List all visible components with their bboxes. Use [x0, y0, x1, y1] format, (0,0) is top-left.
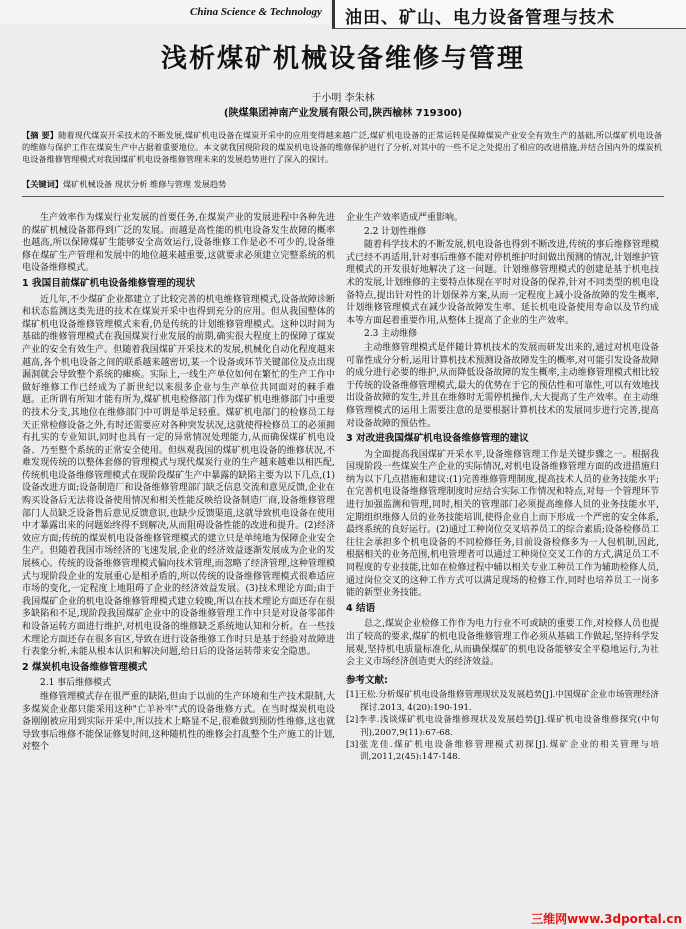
- keywords-text: 煤矿机械设备 现状分析 维修与管理 发展趋势: [62, 179, 227, 189]
- intro-paragraph: 生产效率作为煤炭行业发展的首要任务,在煤炭产业的发展进程中各种先进的煤矿机械设备都得到广泛的发展。而越是高性能的机电设备发生故障的概率也越高,所以保障煤矿生能够安全高效运行,设备维修工作是必不可少的,设备维修在煤矿生产管理和发展中的地位越来越重要,这就要求必须建立完整系统的机电设备维修模式。: [22, 213, 335, 274]
- abstract-text: 随着现代煤炭开采技术的不断发展,煤矿机电设备在煤炭开采中的应用变得越来越广泛,煤矿机电设备的正常运转是保障煤炭产业安全有效生产的基础,所以煤矿机电设备的维修与保护工作在煤炭生产中占据着重要地位。本文就我国现阶段的煤炭机电设备的维修保护进行了分析,对其中的一些不足之处提出了相应的改进措施,并结合国内外的煤炭机电设备维修管理模式对我国煤矿机电设备维修管理未来的发展趋势进行了深入的探讨。: [22, 130, 663, 165]
- section-title: 油田、矿山、电力设备管理与技术: [345, 8, 615, 28]
- section-1-heading: 1 我国目前煤矿机电设备维修管理的现状: [22, 277, 196, 289]
- keywords-label: 【关键词】: [22, 179, 63, 189]
- body-column-right: [346, 212, 659, 764]
- section-4-heading: 4 结语: [346, 602, 376, 614]
- section-2-3-paragraph: 主动维修管理模式是伴随计算机技术的发展而研发出来的,通过对机电设备可靠性成分分析,运用计算机技术预测设备故障发生的概率,对可能引发设备故障的成分进行必要的维护,从而降低设备故障的发生概率,主动维修管理模式相比较于传统的设备维修管理模式,最大的优势在于它的预估性和可靠性,可以有效地找出设备故障的发生,并且在维修时无需停机操作,大大提高了生产效率。在主动维修管理模式的运用上需要注意的是要根据计算机技术的发展同步进行完善,提高对设备故障的预估性。: [346, 342, 659, 429]
- article-title: 浅析煤矿机械设备维修与管理: [160, 44, 525, 74]
- reference-item: [2]李孝.浅谈煤矿机电设备维修现状及发展趋势[J].煤矿机电设备维修探究(中旬刊),2007,9(11):67-68.: [346, 715, 659, 738]
- section-2-1-paragraph: 维修管理模式存在很严重的缺陷,但由于以前的生产环境和生产技术限制,大多煤炭企业都只能采用这种"亡羊补牢"式的设备维修方式。在当时煤炭机电设备刚刚被应用到实际开采中,所以技术上略显不足,很难做到预防性维修,这也就导致事后维修不能保证修复时间,这种随机性的维修会打乱整个生产施工的计划,对整个: [22, 691, 335, 753]
- keywords: [22, 178, 662, 190]
- abstract: [22, 129, 662, 166]
- section-3-paragraph: 为全面提高我国煤矿开采水平,设备维修管理工作是关键步骤之一。根据我国现阶段一些煤炭生产企业的实际情况,对机电设备维修管理方面的改进措施归纳为以下几点措施和建议:(1)完善维修管理制度,提高技术人员的业务技能水平;在完善机电设备维修管理制度时应结合实际工作情况和特点,对每一个管理环节进行加强监测和管理,同时,相关的管理部门必须提高维修人员的业务技能水平,定期组织维修人员的业务技能培训,使得企业自上而下形成一个严密的安全体系,最终系统的良好运行。(2)通过工种岗位交叉培养员工的综合素质;设备检修员工往往会承担多个机电设备的不同检修任务,目前设备检修多为一人包机制,因此,根据相关的业务范围,机电管理者可以通过工种岗位交叉工作的方式,满足员工不同程度的专业技能,比如在检修过程中辅以相关专业工种员工作为辅助检修人员,通过岗位交叉的这种工作方式可以满足现场的检修工作,同时也培养员工一岗多能的新型业务技能。: [346, 449, 659, 599]
- section-2-2-heading: 2.2 计划性维修: [364, 226, 427, 237]
- abstract-label: 【摘 要】: [22, 130, 59, 140]
- reference-item: [1]王松.分析煤矿机电设备维修管理现状及发展趋势[J].中国煤矿企业市场管理经济探讨.2013, 4(20):190-191.: [346, 690, 659, 713]
- section-3-heading: 3 对改进我国煤矿机电设备维修管理的建议: [346, 433, 529, 445]
- section-2-1-heading: 2.1 事后维修模式: [40, 678, 112, 689]
- header-divider: [22, 196, 664, 197]
- section-2-2-paragraph: 随着科学技术的不断发展,机电设备也得到不断改进,传统的事后维修管理模式已经不再适用,针对事后维修不能对停机维护时间做出预测的情况,计划维护管理模式的开发很好地解决了这一问题。计划维修管理模式的创建是基于机电技术的发展,计划维修的主要特点体现在平时对设备的保养,针对不同类型的机电设备特点,提出针对性的计划保养方案,从而一定程度上减小设备故障的发生概率,计划维修管理模式在减少设备故障发生率、延长机电设备使用寿命以及节约成本等方面起着重要作用,从整体上提高了企业的生产效率。: [346, 240, 659, 326]
- section-2-1-continuation: 企业生产效率造成严重影响。: [346, 213, 464, 223]
- article-authors: 于小明 李朱林: [311, 93, 375, 104]
- section-4-paragraph: 总之,煤炭企业检修工作作为电力行业不可或缺的重要工作,对检修人员也提出了较高的要求,煤矿的机电设备维修管理工作必须从基础工作做起,坚持科学发展观,坚持机电质量标准化,从而确保煤矿的机电设备能够安全平稳地运行,为社会主义市场经济创造更大的经济效益。: [346, 619, 659, 668]
- journal-name: China Science & Technology: [190, 6, 322, 18]
- reference-item: [3]张龙佳.煤矿机电设备维修管理模式初探[J].煤矿企业的相关管理与培训,2011,2(45):147-148.: [346, 740, 659, 763]
- references-heading: 参考文献:: [346, 674, 388, 686]
- section-2-3-heading: 2.3 主动维修: [364, 329, 418, 340]
- section-2-heading: 2 煤炭机电设备维修管理模式: [22, 661, 148, 673]
- article-affiliation: (陕煤集团神南产业发展有限公司,陕西榆林 719300): [223, 108, 463, 119]
- watermark: 三维网www.3dportal.cn: [531, 912, 682, 926]
- body-column-left: [22, 212, 335, 754]
- section-1-paragraph: 近几年,不少煤矿企业都建立了比较完善的机电维修管理模式,设备故障诊断和状态监测这类先进的技术在煤炭开采中也得到充分的应用。但从我国整体的煤矿机电设备维修管理模式来看,仍是传统的计划维修管理模式。这种以时间为基础的维修管理模式在我国煤炭行业发展的前期,确实很大程度上的保障了煤炭产业的安全有效生产。但随着我国煤矿开采技术的发展,机械化自动化程度越来越高,各个机电设备之间的联系越来越密切,某一个设备或环节关键部位及点出现漏洞就会导致整个系统的瘫痪。实际上,一线生产单位如何在繁忙的生产工作中做好维修工作已经成为了新世纪以来很多企业与生产单位共同面对的棘手难题。正所谓有所知才能有所为,煤矿机电检修部门作为煤矿机电维修部门中重要的技术分支,其地位在维修部门中可谓是举足轻重。煤矿机电部门的检修员工每天正常检修设备之外,有时还需要应对各种突发状况,这就使得检修员工的必须拥有扎实的专业知识,同时也具有一定的异常情况处理能力,从而确保煤矿机电设备、乃至整个系统的正常安全使用。但纵观我国的煤矿机电设备的维修状况,不难发现传统的以整体套修的管理模式与现代煤炭行业的生产越来越难以相匹配,传统机电设备维修管理模式在现阶段煤矿生产中暴露的缺陷主要为以下几点,(1)设备改进方面;设备制造厂和设备维修管理部门缺乏信息交流和意见反馈,企业在购买设备后无法将设备使用情况和相关性能反映给设备制造厂商,设备维修管理部门人员缺乏设备售后意见反馈意识,也缺少反馈渠道,这就导致机电设备在使用中才暴露出来的问题始终得不到解决,从而阻碍设备性能的改进和提升。(2)经济效应方面;传统的煤炭机电设备维修管理模式的建立只是单纯地为保障企业安全生产。但随着我国市场经济的飞速发展,企业的经济效益逐渐发展成为企业的发展核心。传统的设备维修管理模式偏向技术管理,而忽略了经济管理,这种管理模式与现阶段企业的发展重心是相矛盾的,所以传统的设备维修管理模式很难适应市场的变化,一定程度上地阻碍了企业的经济效益发展。(3)技术理论方面;由于我国煤矿企业的机电设备维修管理模式建立较晚,所以在技术理论方面还存在很多缺陷和不足,现阶段我国煤矿企业中的设备维修管理工作中只是对设备零部件和设备运转方面进行维护,对机电设备的维修缺乏系统地认知和分析。在一些技术理论方面还存在很多盲区,导致在进行设备维修工作时只是基于经验对故障进行表象分析,未能从根本认识和解决问题,给日后的设备运转带来安全隐患。: [22, 294, 335, 658]
